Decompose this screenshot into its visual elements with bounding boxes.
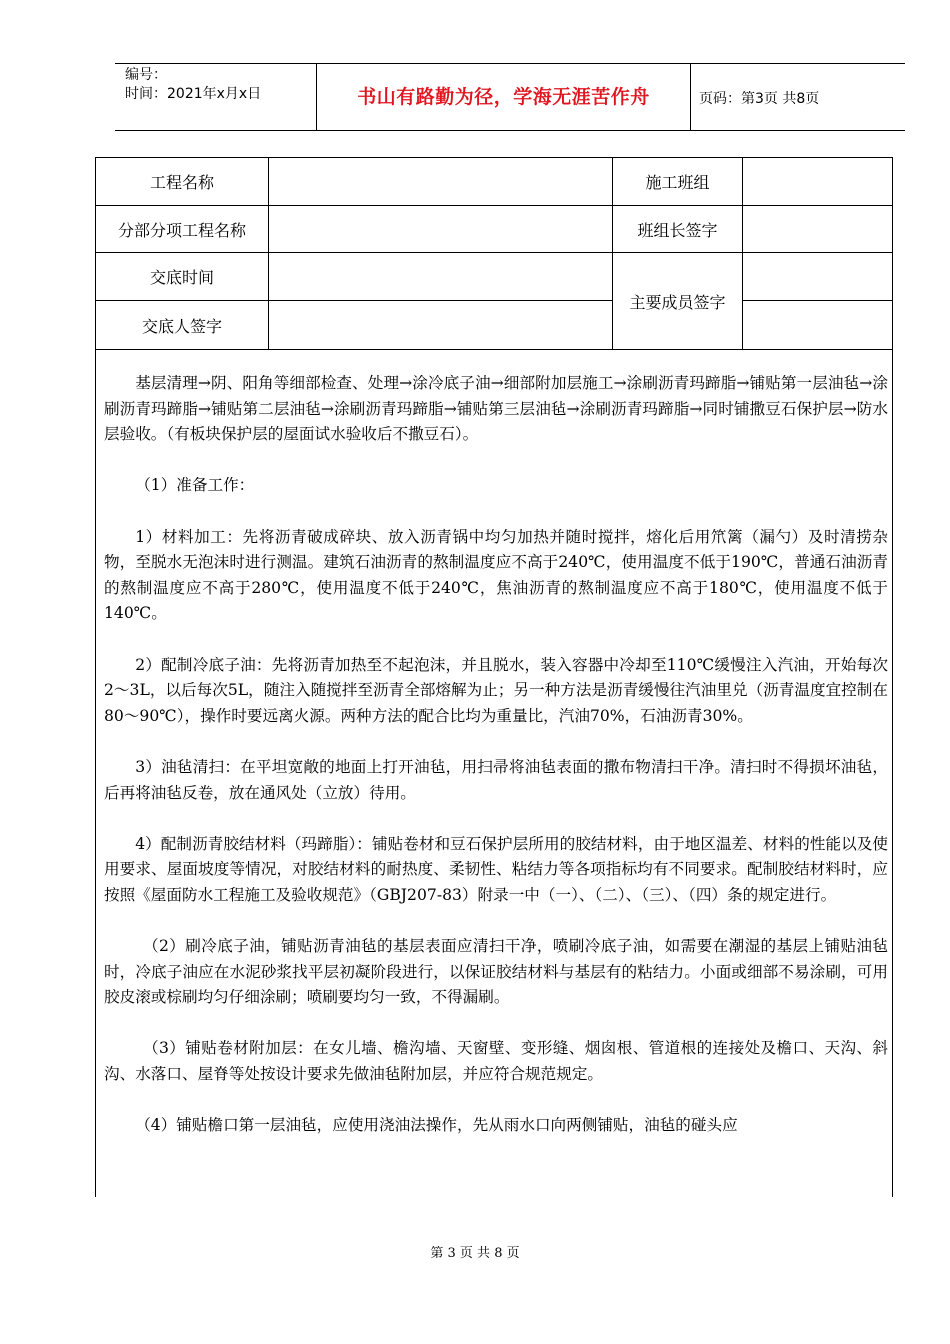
project-name-label: 工程名称	[149, 173, 214, 192]
team-leader-sign-label: 班组长签字	[637, 220, 718, 240]
main-members-sign-label: 主要成员签字	[629, 292, 726, 312]
section-heading-preparation: （1）准备工作：	[135, 476, 255, 495]
handover-person-sign-field[interactable]	[269, 301, 612, 349]
page-header	[115, 63, 905, 131]
paragraph-material-processing: 1）材料加工：先将沥青破成碎块、放入沥青锅中均匀加热并随时搅拌，熔化后用笊篱（漏勺）及时清捞杂物，至脱水无泡沫时进行测温。建筑石油沥青的熬制温度应不高于240℃，使用温度不低于190℃，普通石油沥青的熬制温度应不高于280℃，使用温度不低于240℃，焦油沥青的熬制温度应不高于180℃，使用温度不低于140℃。	[104, 527, 888, 623]
paragraph-felt-cleaning: 3）油毡清扫：在平坦宽敞的地面上打开油毡，用扫帚将油毡表面的撒布物清扫干净。清扫时不得损坏油毡，后再将油毡反卷，放在通风处（立放）待用。	[104, 757, 888, 802]
header-divider	[690, 64, 691, 130]
document-number-label: 编号：	[125, 67, 167, 83]
header-page-info: 页码：第3页 共8页	[699, 91, 820, 107]
team-label: 施工班组	[645, 173, 710, 192]
paragraph-primer-brushing: （2）刷冷底子油，铺贴沥青油毡的基层表面应清扫干净，喷刷冷底子油，如需要在潮湿的基层上铺贴油毡时，冷底子油应在水泥砂浆找平层初凝阶段进行，以保证胶结材料与基层有的粘结力。小面或细部不易涂刷，可用胶皮滚或棕刷均匀仔细涂刷；喷刷要均匀一致，不得漏刷。	[104, 937, 889, 1007]
paragraph-additional-layer: （3）铺贴卷材附加层：在女儿墙、檐沟墙、天窗壁、变形缝、烟囱根、管道根的连接处及檐口、天沟、斜沟、水落口、屋脊等处按设计要求先做油毡附加层，并应符合规范规定。	[104, 1039, 889, 1084]
team-leader-sign-field[interactable]	[743, 206, 892, 252]
team-field[interactable]	[743, 158, 892, 205]
page-footer: 第 3 页 共 8 页	[430, 1246, 520, 1261]
project-name-field[interactable]	[269, 158, 612, 205]
paragraph-cold-primer: 2）配制冷底子油：先将沥青加热至不起泡沫，并且脱水，装入容器中冷却至110℃缓慢注入汽油，开始每次2～3L，以后每次5L，随注入随搅拌至沥青全部熔解为止；另一种方法是沥青缓慢往汽油里兑（沥青温度宜控制在80～90℃），操作时要远离火源。两种方法的配合比均为重量比，汽油70%，石油沥青30%。	[104, 655, 888, 725]
handover-time-label: 交底时间	[149, 268, 214, 287]
header-slogan: 书山有路勤为径，学海无涯苦作舟	[357, 86, 650, 108]
paragraph-asphalt-binder: 4）配制沥青胶结材料（玛蹄脂）：铺贴卷材和豆石保护层所用的胶结材料，由于地区温差、材料的性能以及使用要求、屋面坡度等情况，对胶结材料的耐热度、柔韧性、粘结力等各项指标均有不同要求。配制胶结材料时，应按照《屋面防水工程施工及验收规范》（GBJ207-83）附录一中（一）、（二）、（三）、（四）条的规定进行。	[104, 834, 888, 904]
main-members-sign-field[interactable]	[743, 253, 892, 300]
subproject-name-label: 分部分项工程名称	[117, 220, 246, 240]
paragraph-eave-first-layer: （4）铺贴檐口第一层油毡，应使用浇油法操作，先从雨水口向两侧铺贴，油毡的碰头应	[135, 1116, 738, 1135]
handover-person-sign-label: 交底人签字	[141, 316, 222, 336]
subproject-name-field[interactable]	[269, 206, 612, 252]
process-flow-paragraph: 基层清理→阴、阳角等细部检查、处理→涂冷底子油→细部附加层施工→涂刷沥青玛蹄脂→铺贴第一层油毡→涂刷沥青玛蹄脂→铺贴第二层油毡→涂刷沥青玛蹄脂→铺贴第三层油毡→涂刷沥青玛蹄脂→同时铺撒豆石保护层→防水层验收。（有板块保护层的屋面试水验收后不撒豆石）。	[104, 374, 888, 444]
table-rule	[96, 349, 892, 350]
handover-content	[104, 371, 888, 1139]
handover-time-field[interactable]	[269, 253, 612, 300]
main-members-sign-field-2[interactable]	[743, 301, 892, 349]
document-date: 时间：2021年x月x日	[125, 86, 262, 102]
header-meta	[125, 66, 261, 104]
